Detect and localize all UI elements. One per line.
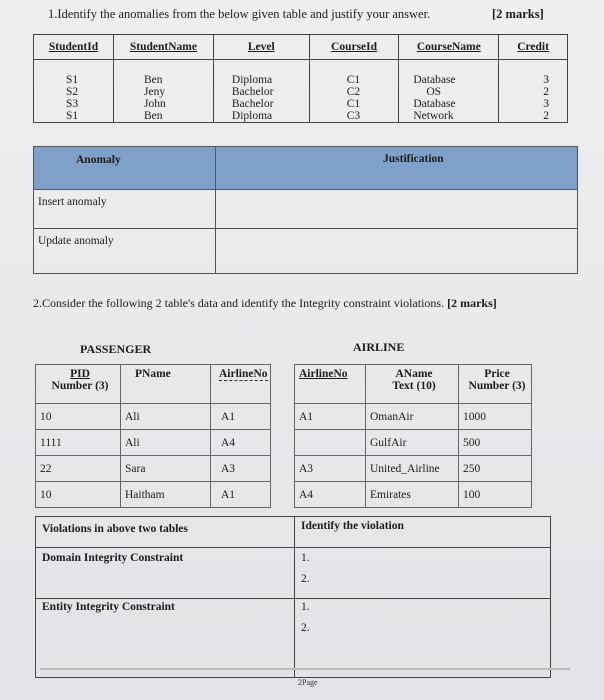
cell-airlineno: A3 xyxy=(211,456,271,482)
header-coursename: CourseName xyxy=(399,35,499,60)
anomaly-insert-label: Insert anomaly xyxy=(34,190,216,229)
violations-header-left: Violations in above two tables xyxy=(36,517,295,548)
anomaly-update-label: Update anomaly xyxy=(34,229,216,274)
violations-table xyxy=(35,516,551,678)
cell-pid: 1111 xyxy=(36,430,121,456)
cell-coursename: OS xyxy=(426,85,442,98)
cell-courseid: C1 xyxy=(346,73,361,86)
question-2-marks: [2 marks] xyxy=(447,296,497,310)
header-level: Level xyxy=(213,35,309,60)
cell-studentname: Jeny xyxy=(143,85,166,98)
header-credit: Credit xyxy=(499,35,568,60)
header-price-type: Number (3) xyxy=(468,380,526,392)
cell-aname: United_Airline xyxy=(366,456,459,482)
header-airlineno: AirlineNo xyxy=(219,368,268,380)
justification-cell[interactable] xyxy=(216,190,578,229)
cell-studentid: S2 xyxy=(66,85,79,98)
header-aname: AName xyxy=(395,368,433,380)
table-row xyxy=(295,430,532,456)
cell-coursename: Network xyxy=(413,109,454,122)
violations-header-right: Identify the violation xyxy=(295,517,551,548)
cell-credit: 3 xyxy=(543,97,549,110)
anomaly-row xyxy=(34,229,578,274)
cell-studentname: Ben xyxy=(143,73,163,86)
table-row xyxy=(36,404,271,430)
header-studentid: StudentId xyxy=(34,35,114,60)
anomaly-table xyxy=(33,146,578,274)
cell-pname: Haitham xyxy=(121,482,211,508)
table-row xyxy=(36,482,271,508)
cell-studentname: Ben xyxy=(143,109,163,122)
cell-courseid: C2 xyxy=(346,85,361,98)
entity-row xyxy=(36,599,551,678)
airline-title: AIRLINE xyxy=(353,340,405,354)
cell-level: Diploma xyxy=(231,73,273,86)
cell-aname: OmanAir xyxy=(366,404,459,430)
domain-answer-cell[interactable] xyxy=(295,548,551,599)
header-pid-type: Number (3) xyxy=(51,380,109,392)
passenger-header-row xyxy=(36,365,271,404)
violations-header-row xyxy=(36,517,551,548)
answer-item: 2. xyxy=(301,622,310,634)
cell-courseid: C1 xyxy=(346,97,361,110)
cell-studentid: S1 xyxy=(66,73,79,86)
domain-row xyxy=(36,548,551,599)
passenger-title: PASSENGER xyxy=(80,342,152,356)
footer-divider xyxy=(40,668,570,670)
question-1-text: 1.Identify the anomalies from the below given table and justify your answer. xyxy=(48,7,431,21)
cell-airlineno: A1 xyxy=(211,482,271,508)
anomaly-header-row xyxy=(34,147,578,190)
cell-aname: Emirates xyxy=(366,482,459,508)
table-row xyxy=(295,404,532,430)
question-1-marks: [2 marks] xyxy=(492,7,544,21)
entity-answer-cell[interactable] xyxy=(295,599,551,678)
header-price: Price xyxy=(484,368,510,380)
cell-airline-airlineno: A3 xyxy=(295,456,366,482)
table-row xyxy=(295,456,532,482)
domain-integrity-label: Domain Integrity Constraint xyxy=(36,548,295,599)
cell-credit: 2 xyxy=(543,109,549,122)
table-row xyxy=(295,482,532,508)
cell-studentid: S3 xyxy=(66,97,79,110)
table-header-row xyxy=(34,35,568,60)
page-number: 2Page xyxy=(298,678,318,687)
cell-aname: GulfAir xyxy=(366,430,459,456)
header-airline-airlineno: AirlineNo xyxy=(299,368,348,380)
question-2-body: 2.Consider the following 2 table's data and identify the Integrity constraint violations. xyxy=(33,296,445,310)
cell-airlineno: A4 xyxy=(211,430,271,456)
cell-pname: Sara xyxy=(121,456,211,482)
cell-level: Diploma xyxy=(231,109,273,122)
cell-pname: Ali xyxy=(121,404,211,430)
cell-level: Bachelor xyxy=(231,85,274,98)
cell-price: 250 xyxy=(459,456,532,482)
cell-price: 500 xyxy=(459,430,532,456)
airline-table xyxy=(294,364,532,508)
cell-airline-airlineno: A1 xyxy=(295,404,366,430)
question-2-text xyxy=(33,296,497,311)
answer-item: 1. xyxy=(301,601,310,613)
cell-price: 100 xyxy=(459,482,532,508)
table-row xyxy=(36,456,271,482)
anomaly-row xyxy=(34,190,578,229)
cell-airlineno: A1 xyxy=(211,404,271,430)
cell-pname: Ali xyxy=(121,430,211,456)
cell-studentname: John xyxy=(143,97,166,110)
cell-credit: 3 xyxy=(543,73,549,86)
answer-item: 2. xyxy=(301,573,310,585)
header-aname-type: Text (10) xyxy=(392,380,436,392)
cell-pid: 10 xyxy=(36,482,121,508)
cell-studentid: S1 xyxy=(66,109,79,122)
table-body xyxy=(34,72,568,123)
cell-credit: 2 xyxy=(543,85,549,98)
cell-pid: 22 xyxy=(36,456,121,482)
cell-airline-airlineno xyxy=(295,430,366,456)
cell-coursename: Database xyxy=(413,73,456,86)
answer-item: 1. xyxy=(301,552,310,564)
justification-cell[interactable] xyxy=(216,229,578,274)
cell-pid: 10 xyxy=(36,404,121,430)
header-anomaly: Anomaly xyxy=(34,147,216,190)
header-studentname: StudentName xyxy=(113,35,213,60)
cell-airline-airlineno: A4 xyxy=(295,482,366,508)
cell-courseid: C3 xyxy=(346,109,361,122)
cell-level: Bachelor xyxy=(231,97,274,110)
student-course-table xyxy=(33,34,568,123)
header-courseid: CourseId xyxy=(309,35,399,60)
cell-coursename: Database xyxy=(413,97,456,110)
cell-price: 1000 xyxy=(459,404,532,430)
entity-integrity-label: Entity Integrity Constraint xyxy=(36,599,295,678)
header-pid: PID xyxy=(70,368,90,380)
airline-header-row xyxy=(295,365,532,404)
passenger-table xyxy=(35,364,271,508)
header-justification: Justification xyxy=(216,147,578,190)
header-pname: PName xyxy=(121,365,211,404)
table-row xyxy=(36,430,271,456)
